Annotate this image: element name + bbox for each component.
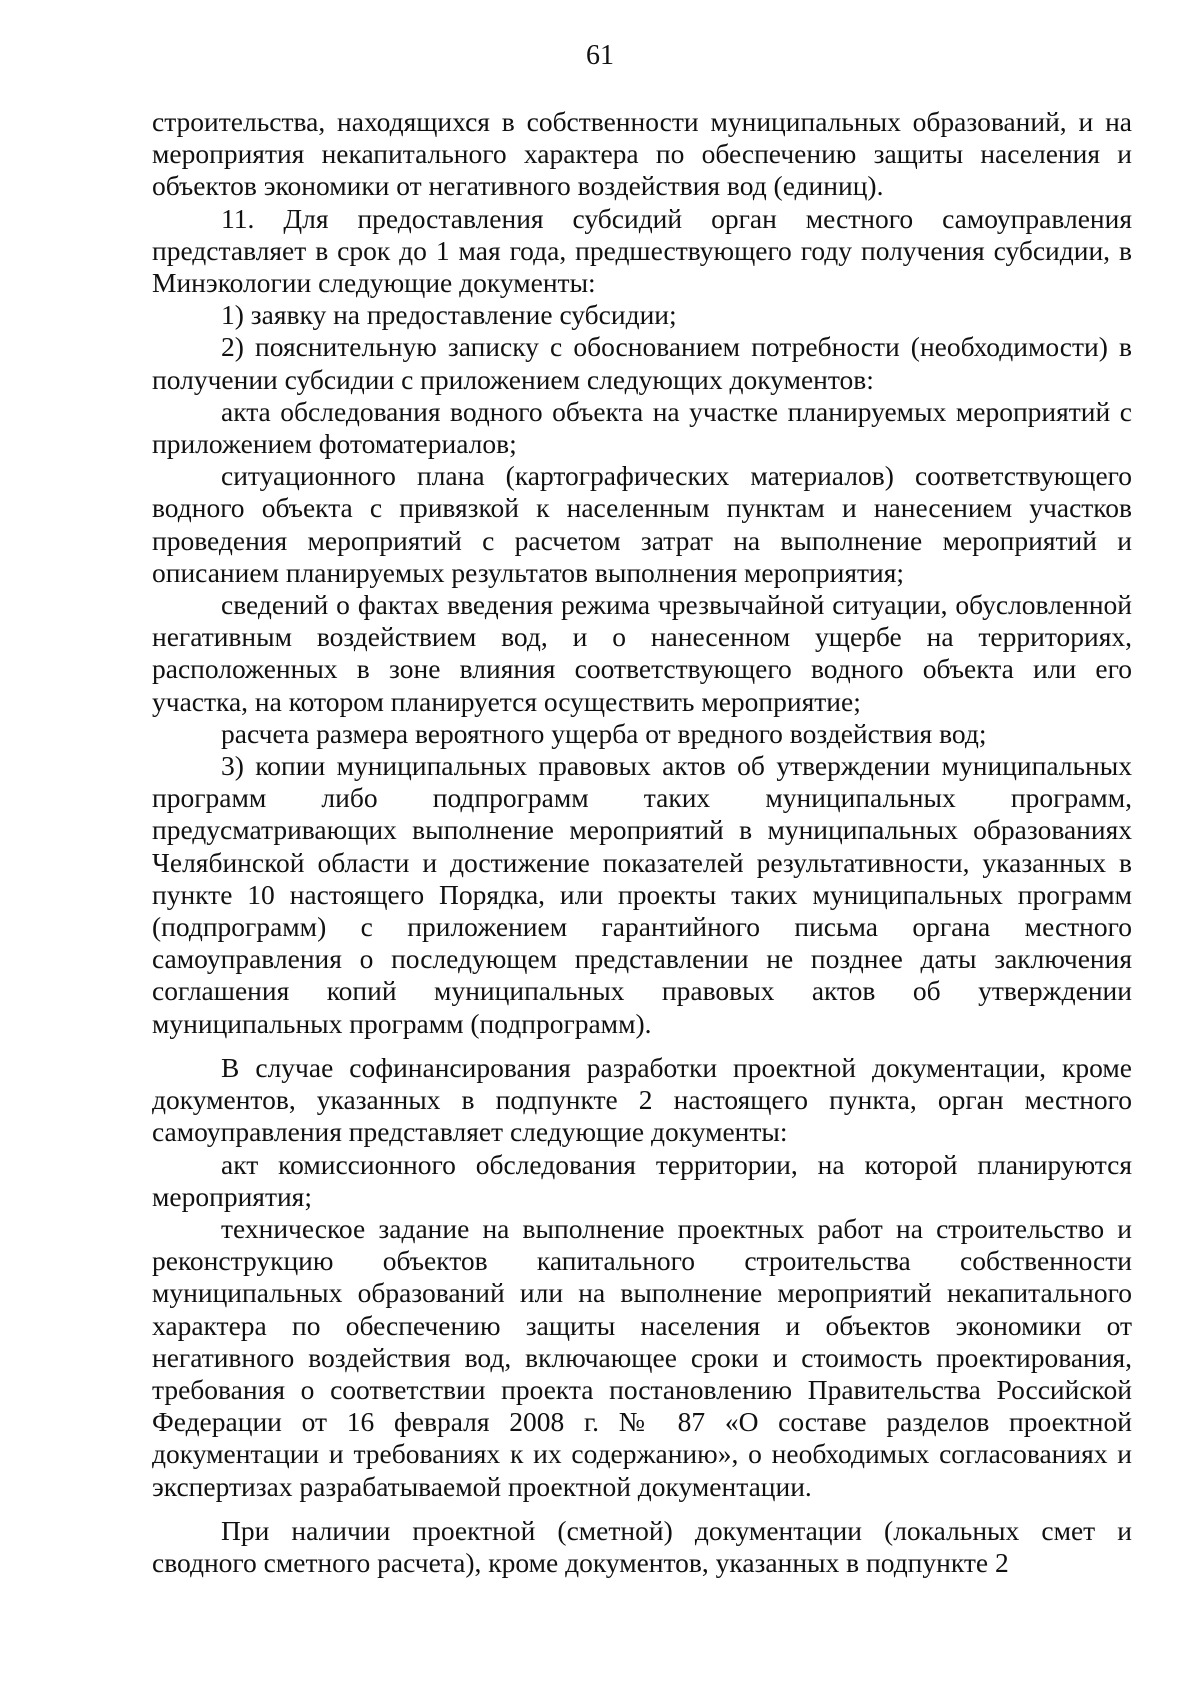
paragraph-technical-task: техническое задание на выполнение проектных работ на строительство и реконструкцию объектов капитального строительства собственности муниципальных образований или на выполнение мероприятий некапитального характера по обеспечению защиты населения и объектов экономики от негативного воздействия вод, включающее сроки и стоимость проектирования, требования о соответствии проекта постановлению Правительства Российской Федерации от 16 февраля 2008 г. № 87 «О составе разделов проектной документации и требованиях к их содержанию», о необходимых согласованиях и экспертизах разрабатываемой проектной документации. xyxy=(152,1212,1132,1502)
paragraph-damage-calculation: расчета размера вероятного ущерба от вредного воздействия вод; xyxy=(221,717,987,749)
paragraph-item-1: 1) заявку на предоставление субсидии; xyxy=(221,299,677,331)
document-body xyxy=(152,106,1132,1579)
page-number: 61 xyxy=(586,40,614,71)
paragraph-estimate-documentation: При наличии проектной (сметной) документации (локальных смет и сводного сметного расчета), кроме документов, указанных в подпункте 2 xyxy=(152,1514,1132,1578)
paragraph-continuation: строительства, находящихся в собственности муниципальных образований, и на мероприятия некапитального характера по обеспечению защиты населения и объектов экономики от негативного воздействия вод (единиц). xyxy=(152,106,1132,202)
paragraph-inspection-act: акта обследования водного объекта на участке планируемых мероприятий с приложением фотоматериалов; xyxy=(152,395,1132,460)
paragraph-item-3: 3) копии муниципальных правовых актов об утверждении муниципальных программ либо подпрограмм таких муниципальных программ, предусматривающих выполнение мероприятий в муниципальных образованиях Челябинской области и достижение показателей результативности, указанных в пункте 10 настоящего Порядка, или проекты таких муниципальных программ (подпрограмм) с приложением гарантийного письма органа местного самоуправления о последующем представлении не позднее даты заключения соглашения копий муниципальных правовых актов об утверждении муниципальных программ (подпрограмм). xyxy=(152,750,1132,1039)
paragraph-cofinancing: В случае софинансирования разработки проектной документации, кроме документов, указанных в подпункте 2 настоящего пункта, орган местного самоуправления представляет следующие документы: xyxy=(152,1051,1132,1148)
paragraph-situation-plan: ситуационного плана (картографических материалов) соответствующего водного объекта с привязкой к населенным пунктам и нанесением участков проведения мероприятий с расчетом затрат на выполнение мероприятий и описанием планируемых результатов выполнения мероприятия; xyxy=(152,460,1132,588)
paragraph-emergency-info: сведений о фактах введения режима чрезвычайной ситуации, обусловленной негативным воздействием вод, и о нанесенном ущербе на территориях, расположенных в зоне влияния соответствующего водного объекта или его участка, на котором планируется осуществить мероприятие; xyxy=(152,589,1132,717)
paragraph-item-2: 2) пояснительную записку с обоснованием потребности (необходимости) в получении субсидии с приложением следующих документов: xyxy=(152,331,1132,395)
paragraph-commission-act: акт комиссионного обследования территории, на которой планируются мероприятия; xyxy=(152,1148,1132,1212)
paragraph-clause-11: 11. Для предоставления субсидий орган местного самоуправления представляет в срок до 1 мая года, предшествующего году получения субсидии, в Минэкологии следующие документы: xyxy=(152,202,1132,299)
